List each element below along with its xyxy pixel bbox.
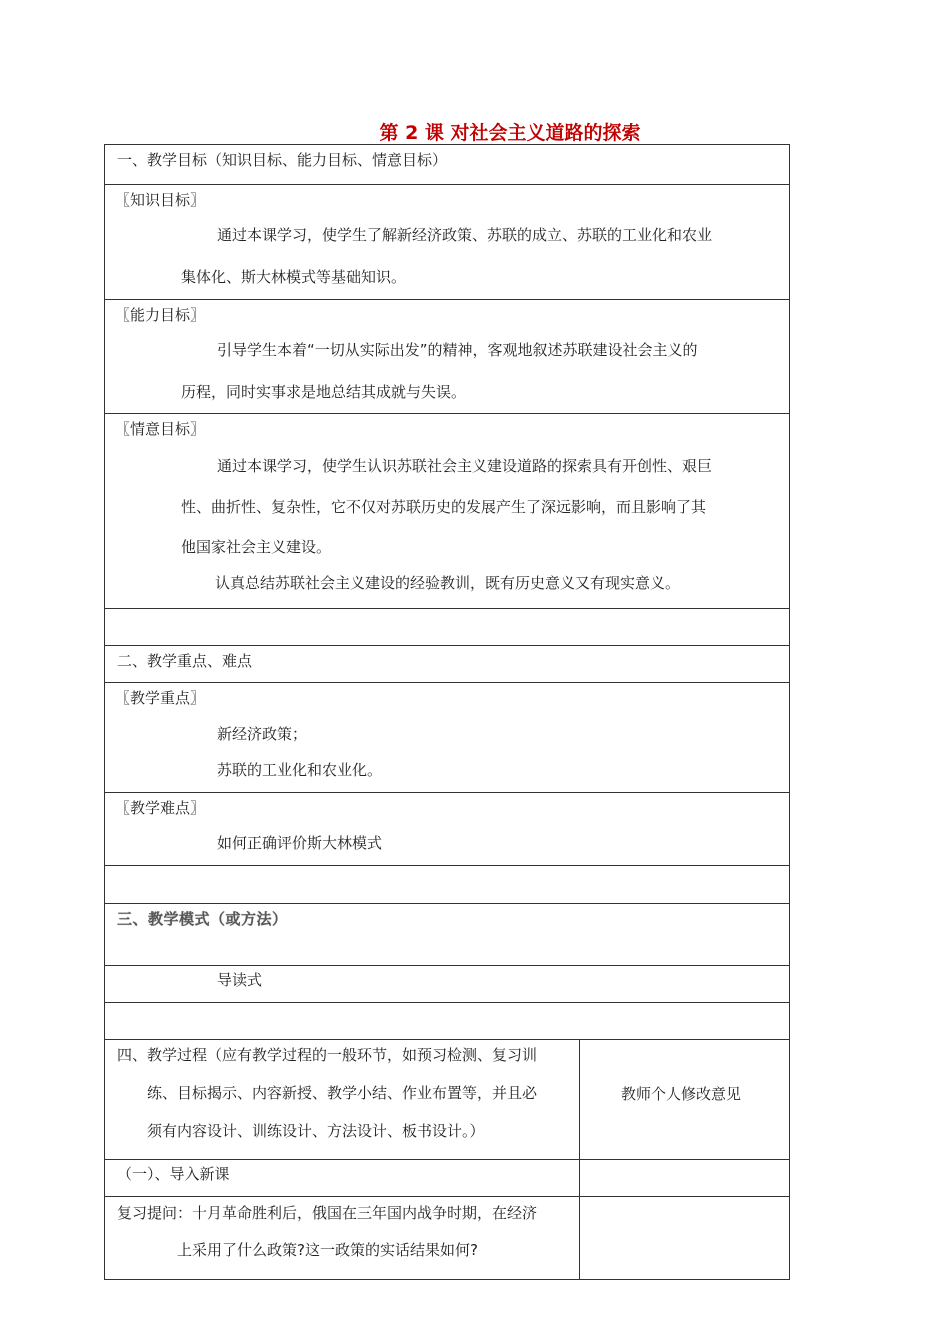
knowledge-line: 通过本课学习，使学生了解新经济政策、苏联的成立、苏联的工业化和农业 [217,226,713,244]
section1-heading: 一、教学目标（知识目标、能力目标、情意目标） [117,151,448,169]
section4-heading-line: 四、教学过程（应有教学过程的一般环节，如预习检测、复习训 [117,1046,538,1064]
section2-heading-row [104,645,790,683]
review-question-cell [104,1196,580,1280]
emotion-label: 〖情意目标〗 [115,420,206,438]
section4-heading-cell [104,1039,580,1160]
teaching-mode-value: 导读式 [217,971,263,989]
ability-line: 历程，同时实事求是地总结其成就与失误。 [181,383,467,401]
section4-heading-line: 须有内容设计、训练设计、方法设计、板书设计。） [147,1122,485,1140]
key-point-item: 苏联的工业化和农业化。 [217,761,383,779]
lesson-plan-table [104,144,790,1280]
empty-row [104,608,790,646]
emotion-line: 通过本课学习，使学生认识苏联社会主义建设道路的探索具有开创性、艰巨 [217,457,713,475]
difficult-points-label: 〖教学难点〗 [115,799,206,817]
difficult-points-cell [104,792,790,866]
teacher-notes-cell [579,1159,790,1197]
empty-row [104,865,790,904]
section2-heading: 二、教学重点、难点 [117,652,253,670]
knowledge-line: 集体化、斯大林模式等基础知识。 [181,268,407,286]
key-points-label: 〖教学重点〗 [115,689,206,707]
teaching-mode-cell [104,965,790,1003]
ability-objectives-cell [104,299,790,414]
emotion-line: 性、曲折性、复杂性，它不仅对苏联历史的发展产生了深远影响，而且影响了其 [181,498,707,516]
emotion-line: 认真总结苏联社会主义建设的经验教训，既有历史意义又有现实意义。 [215,574,681,592]
difficult-point-item: 如何正确评价斯大林模式 [217,834,383,852]
review-question-line: 复习提问：十月革命胜利后，俄国在三年国内战争时期，在经济 [117,1204,538,1222]
section3-heading: 三、教学模式（或方法） [117,910,288,928]
emotion-line: 他国家社会主义建设。 [181,538,332,556]
emotion-objectives-cell [104,413,790,609]
section3-heading-row [104,903,790,966]
teacher-notes-header: 教师个人修改意见 [621,1085,742,1103]
key-point-item: 新经济政策； [217,725,308,743]
ability-label: 〖能力目标〗 [115,306,206,324]
intro-subsection-heading: （一）、导入新课 [117,1165,230,1183]
review-question-line: 上采用了什么政策?这一政策的实话结果如何? [177,1241,478,1259]
section4-heading-line: 练、目标揭示、内容新授、教学小结、作业布置等，并且必 [147,1084,538,1102]
section1-heading-row [104,144,790,185]
knowledge-objectives-cell [104,184,790,300]
ability-line: 引导学生本着“一切从实际出发”的精神，客观地叙述苏联建设社会主义的 [217,341,698,359]
teacher-notes-header-cell [579,1039,790,1160]
key-points-cell [104,682,790,793]
empty-row [104,1002,790,1040]
intro-subsection-cell [104,1159,580,1197]
teacher-notes-cell [579,1196,790,1280]
lesson-title: 第 2 课 对社会主义道路的探索 [379,122,641,144]
knowledge-label: 〖知识目标〗 [115,191,206,209]
